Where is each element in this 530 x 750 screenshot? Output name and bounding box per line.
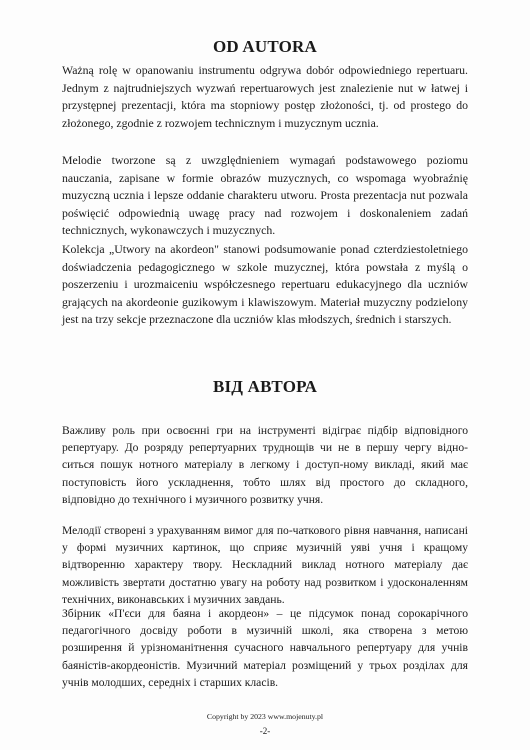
polish-heading: OD AUTORA (213, 37, 317, 56)
polish-paragraph-3: Kolekcja „Utwory na akordeon" stanowi podsumowanie ponad czterdziestoletniego doświadczenia pedagogicznego w szkole muzycznej, która powstała z myślą o poszerzeniu i urozmaiceniu współczesnego repertuaru edukacyjnego dla uczniów grających na akordeonie guzikowym i klawiszowym. Materiał muzyczny podzielony jest na trzy sekcje przeznaczone dla uczniów klas młodszych, średnich i starszych. (62, 242, 468, 327)
page-number: -2- (259, 726, 271, 736)
ukrainian-heading: ВІД АВТОРА (212, 377, 318, 396)
ukrainian-paragraph-3: Збірник «П'єси для баяна і акордеон» – це підсумок понад сорокарічного педагогічного досвіду роботи в музичній школі, яка створена з метою розширення й урізноманітнення сучасного навчального репертуару для учнів баяністів-акордеоністів. Музичний матеріал розміщений у трьох розділах для учнів молодших, середніх і старших класів. (62, 607, 468, 689)
polish-paragraph-1: Ważną rolę w opanowaniu instrumentu odgrywa dobór odpowiedniego repertuaru. Jednym z najtrudniejszych wyzwań repertuarowych jest znalezienie nut w łatwej i przystępnej prezentacji, która ma stopniowy postęp złożoności, tj. od prostego do złożonego, zgodnie z rozwojem technicznym i muzycznym ucznia. (62, 63, 468, 130)
ukrainian-paragraph-1: Важливу роль при освоєнні гри на інструменті відіграє підбір відповідного репертуару. До розряду репертуарних труднощів чи не в першу чергу відно-ситься пошук нотного матеріалу в легкому і доступ-ному викладі, який має поступовість його ускладнення, тобто шлях від простого до складного, відповідно до технічного і музичного розвитку учня. (62, 424, 468, 506)
polish-paragraph-2: Melodie tworzone są z uwzględnieniem wymagań podstawowego poziomu nauczania, zapisane w formie obrazów muzycznych, co wspomaga wyobraźnię muzyczną ucznia i lepsze oddanie charakteru utworu. Prosta prezentacja nut pozwala poświęcić odpowiednią uwagę pracy nad rozwojem i doskonaleniem zadań technicznych, wykonawczych i muzycznych. (62, 153, 468, 238)
copyright-footer: Copyright by 2023 www.mojenuty.pl (206, 712, 324, 721)
ukrainian-paragraph-2: Мелодії створені з урахуванням вимог для по-чаткового рівня навчання, написані у формі музичних картинок, що сприяє музичній уяві учня і кращому відтворенню характеру твору. Нескладний виклад нотного матеріалу дає можливість звертати достатню увагу на роботу над розвитком і удосконаленням технічних, виконавських і музичних завдань. (62, 524, 468, 606)
